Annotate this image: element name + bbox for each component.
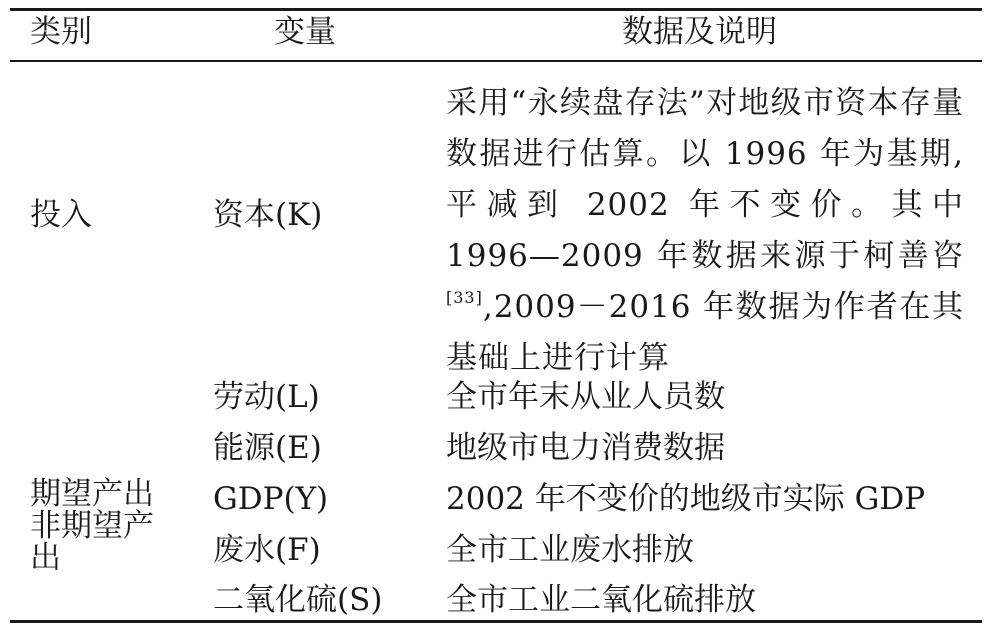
header-variable: 变量	[274, 14, 336, 50]
row-category: 期望产出	[30, 476, 154, 512]
top-rule	[10, 8, 982, 11]
row-category: 投入	[30, 197, 92, 233]
row-variable: 废水(F)	[213, 532, 321, 568]
header-category: 类别	[30, 14, 92, 50]
row-variable: GDP(Y)	[213, 481, 329, 517]
row-category: 非期望产出	[30, 508, 154, 576]
output-category-labels	[30, 478, 180, 574]
row-description: 全市工业废水排放	[446, 532, 694, 568]
description-text: 采用“永续盘存法”对地级市资本存量数据进行估算。以 1996 年为基期,平减到 2002 年不变价。其中 1996—2009 年数据来源于柯善咨	[446, 85, 964, 274]
bottom-rule	[10, 620, 982, 623]
row-variable: 资本(K)	[213, 197, 323, 233]
row-description: 地级市电力消费数据	[446, 430, 725, 466]
row-description	[446, 78, 964, 384]
header-rule	[10, 60, 982, 62]
row-variable: 二氧化硫(S)	[213, 582, 383, 618]
row-variable: 劳动(L)	[213, 379, 320, 415]
citation-ref: [33]	[446, 288, 483, 307]
row-description: 全市工业二氧化硫排放	[446, 582, 756, 618]
row-description: 全市年末从业人员数	[446, 379, 725, 415]
row-variable: 能源(E)	[213, 430, 322, 466]
description-text: ,2009－2016 年数据为作者在其基础上进行计算	[446, 289, 964, 376]
row-description: 2002 年不变价的地级市实际 GDP	[446, 481, 926, 517]
header-description: 数据及说明	[622, 14, 777, 50]
